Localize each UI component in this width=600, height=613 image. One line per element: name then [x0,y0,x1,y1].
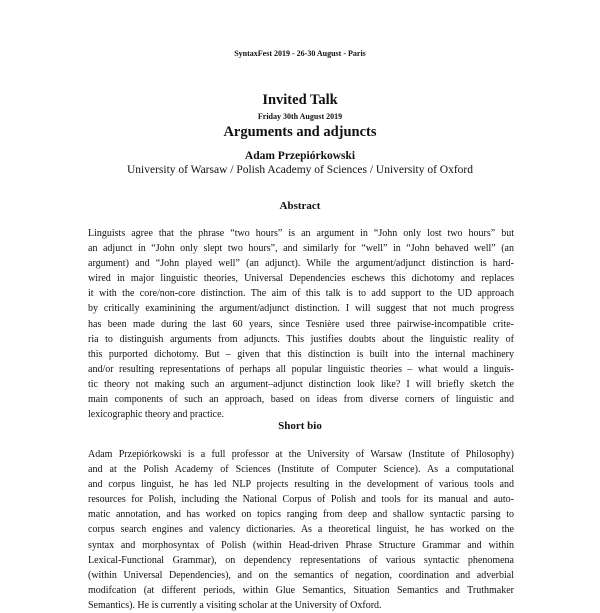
short-bio-heading: Short bio [278,420,322,432]
abstract-line: main components of such an approach, based on ideas from diverse corners of linguistic and [88,394,514,406]
bio-line: Semantics). He is currently a visiting scholar at the University of Oxford. [88,599,382,611]
talk-title: Arguments and adjuncts [223,124,377,140]
author-name: Adam Przepiórkowski [244,150,356,162]
event-header: SyntaxFest 2019 - 26-30 August - Paris [234,49,366,58]
bio-line: corpus search engines and valency dictionaries. As a theoretical linguist, he has worked on the [88,524,514,536]
bio-line: syntax and morphosyntax of Polish (within Head-driven Phrase Structure Grammar and within [88,539,514,551]
bio-line: Adam Przepiórkowski is a full professor at the University of Warsaw (Institute of Philosophy) [88,449,514,460]
author-affiliation: University of Warsaw / Polish Academy of Sciences / University of Oxford [126,164,474,176]
abstract-line: argument) and “John played well” (an adjunct). While the argument/adjunct distinction is hard- [88,258,514,270]
bio-line: Lexical-Functional Grammar), on dependency representations of various syntactic phenomena [88,554,514,566]
abstract-line: wired in major linguistic theories, Universal Dependencies eschews this dichotomy and replaces [88,273,514,285]
abstract-line: this purported dichotomy. But – given that this distinction is built into the internal machinery [88,348,514,360]
abstract-line: an adjunct in “John only slept two hours”, and similarly for “well” in “John behaved well” (an [88,243,514,255]
abstract-paragraph [88,226,514,422]
talk-date: Friday 30th August 2019 [257,112,343,121]
talk-type-heading: Invited Talk [262,92,338,108]
abstract-line: Linguists agree that the phrase “two hours” is an argument in “John only lost two hours” but [88,228,514,239]
bio-line: and at the Polish Academy of Sciences (Institute of Computer Science). As a computational [88,464,514,476]
abstract-line: ria to distinguish arguments from adjuncts. This justifies doubts about the linguistic reality of [88,333,514,345]
abstract-line: has been made during the last 60 years, since Tesnière used three pairwise-incompatible crite- [88,318,514,330]
abstract-line: by critically examinining the argument/adjunct distinction. I will suggest that not much progress [88,303,514,315]
bio-line: and corpus linguist, he has led NLP projects resulting in the development of various tools and [88,479,514,491]
bio-line: matic annotation, and has worked on topics ranging from deep and shallow syntactic parsing to [88,509,514,521]
bio-line: (within Universal Dependencies), and on the semantics of negation, coordination and adverbial [88,569,514,581]
bio-line: modifcation (at different periods, within Glue Semantics, Situation Semantics and Truthmaker [88,584,514,596]
bio-paragraph [88,447,514,613]
abstract-line: and/or resulting representations of perhaps all popular linguistic theories – what would a linguis- [88,363,514,375]
bio-line: resources for Polish, including the National Corpus of Polish and tools for its manual and auto- [88,494,514,506]
abstract-line: lexicographic theory and practice. [88,409,225,421]
abstract-line: tic theory not making such an argument–adjunct distinction look like? I will briefly sketch the [88,378,514,390]
abstract-heading: Abstract [279,200,321,212]
abstract-line: it with the core/non-core distinction. The aim of this talk is to add support to the UD approach [88,288,514,300]
